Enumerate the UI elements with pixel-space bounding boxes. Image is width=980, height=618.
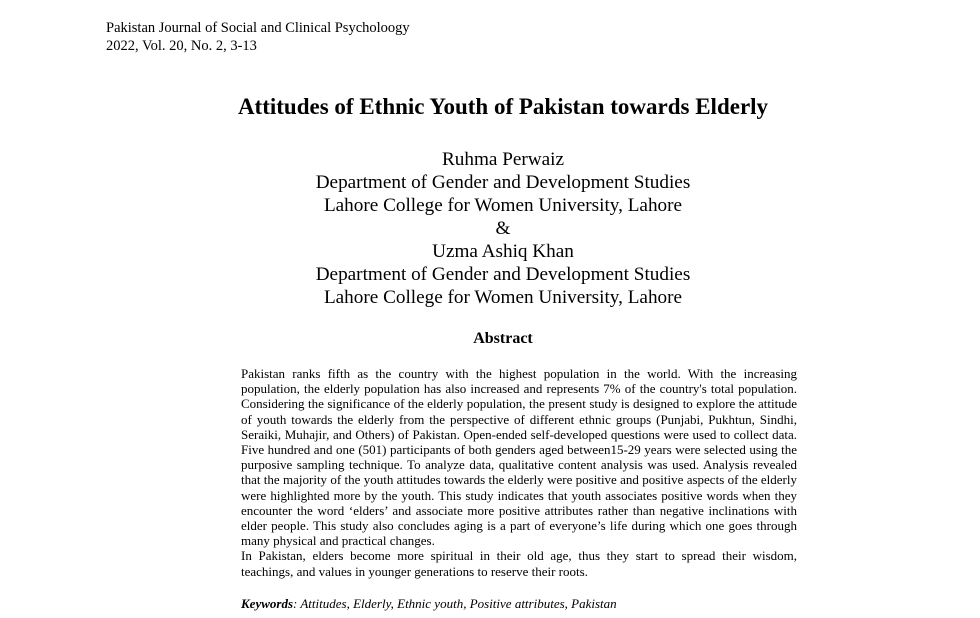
abstract-heading: Abstract [473,330,533,347]
abstract-paragraph: Pakistan ranks fifth as the country with the highest population in the world. With the increasing population, the elderly population has also increased and represents 7% of the country's total population. Considering the significance of the elderly population, the present study is designed to explore the attitude of youth towards the elderly from the perspective of different ethnic groups (Punjabi, Pukhtun, Sindhi, Seraiki, Muhajir, and Others) of Pakistan. Open-ended self-developed questions were used to collect data. Five hundred and one (501) participants of both genders aged between15-29 years were selected using the purposive sampling technique. To analyze data, qualitative content analysis was used. Analysis revealed that the majority of the youth attitudes towards the elderly were positive and positive aspects of the elderly were highlighted more by the youth. This study indicates that youth associates positive words when they encounter the word ‘elders’ and associate more positive attributes rather than negative inclinations with elder people. This study also concludes aging is a part of everyone’s life during which one goes through many physical and practical changes. [241,366,797,549]
journal-name: Pakistan Journal of Social and Clinical Psycholoogy [106,20,410,36]
author-name: Uzma Ashiq Khan [432,241,574,262]
author-institution: Lahore College for Women University, Lahore [323,287,683,308]
author-department: Department of Gender and Development Studies [315,172,691,193]
paper-title: Attitudes of Ethnic Youth of Pakistan towards Elderly [237,94,769,119]
author-separator: & [495,218,511,239]
keywords-label: Keywords [241,596,293,611]
keywords-list: Attitudes, Elderly, Ethnic youth, Positive attributes, Pakistan [300,596,617,611]
abstract-body [241,366,797,579]
author-block [0,148,980,309]
keywords-separator: : [293,596,298,611]
author-department: Department of Gender and Development Studies [315,264,691,285]
journal-citation: 2022, Vol. 20, No. 2, 3-13 [106,38,257,54]
author-institution: Lahore College for Women University, Lahore [323,195,683,216]
author-name: Ruhma Perwaiz [441,149,565,170]
keywords-line [241,596,617,612]
abstract-paragraph: In Pakistan, elders become more spiritual in their old age, thus they start to spread their wisdom, teachings, and values in younger generations to reserve their roots. [241,548,797,579]
journal-header [106,19,410,55]
